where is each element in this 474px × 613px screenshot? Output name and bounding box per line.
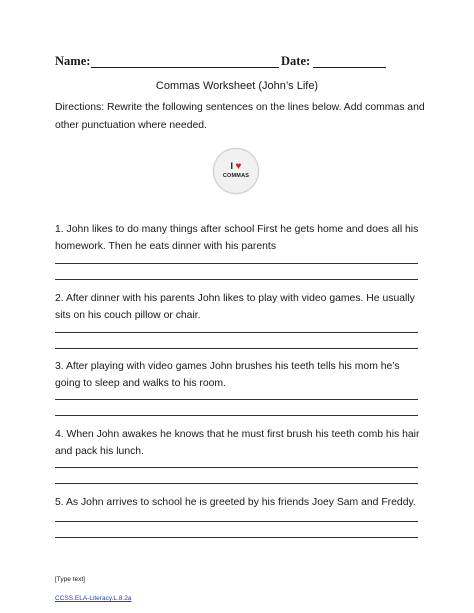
date-blank-line xyxy=(313,67,386,68)
type-text-placeholder: [Type text] xyxy=(55,576,85,583)
i-love-commas-logo xyxy=(213,148,259,194)
name-date-row xyxy=(55,54,395,74)
answer-line xyxy=(55,467,418,468)
answer-line xyxy=(55,279,418,280)
date-label: Date: xyxy=(281,54,311,68)
worksheet-title: Commas Worksheet (John’s Life) xyxy=(155,80,319,92)
question-2: 2. After dinner with his parents John likes to play with video games. He usually sits on his couch pillow or chair. xyxy=(55,293,415,321)
answer-line xyxy=(55,521,418,522)
logo-commas-text: COMMAS xyxy=(222,173,250,179)
question-5: 5. As John arrives to school he is greeted by his friends Joey Sam and Freddy. xyxy=(55,497,416,508)
question-4: 4. When John awakes he knows that he must first brush his teeth comb his hair and pack his lunch. xyxy=(55,429,420,457)
answer-line xyxy=(55,537,418,538)
answer-line xyxy=(55,399,418,400)
heart-icon: ♥ xyxy=(235,161,242,172)
answer-line xyxy=(55,415,418,416)
name-label: Name: xyxy=(55,54,91,68)
answer-line xyxy=(55,348,418,349)
name-blank-line xyxy=(91,67,279,68)
ccss-standard-link[interactable]: CCSS.ELA-Literacy.L.8.2a xyxy=(55,595,132,602)
question-1: 1. John likes to do many things after school First he gets home and does all his homework. Then he eats dinner with his parents xyxy=(55,224,419,252)
answer-line xyxy=(55,332,418,333)
logo-i-text: I xyxy=(230,161,234,171)
answer-line xyxy=(55,483,418,484)
question-3: 3. After playing with video games John brushes his teeth tells his mom he’s going to sleep and walks to his room. xyxy=(55,361,400,389)
logo-top-line xyxy=(214,161,258,172)
answer-line xyxy=(55,263,418,264)
directions-text: Directions: Rewrite the following sentences on the lines below. Add commas and other punctuation where needed. xyxy=(55,102,425,131)
